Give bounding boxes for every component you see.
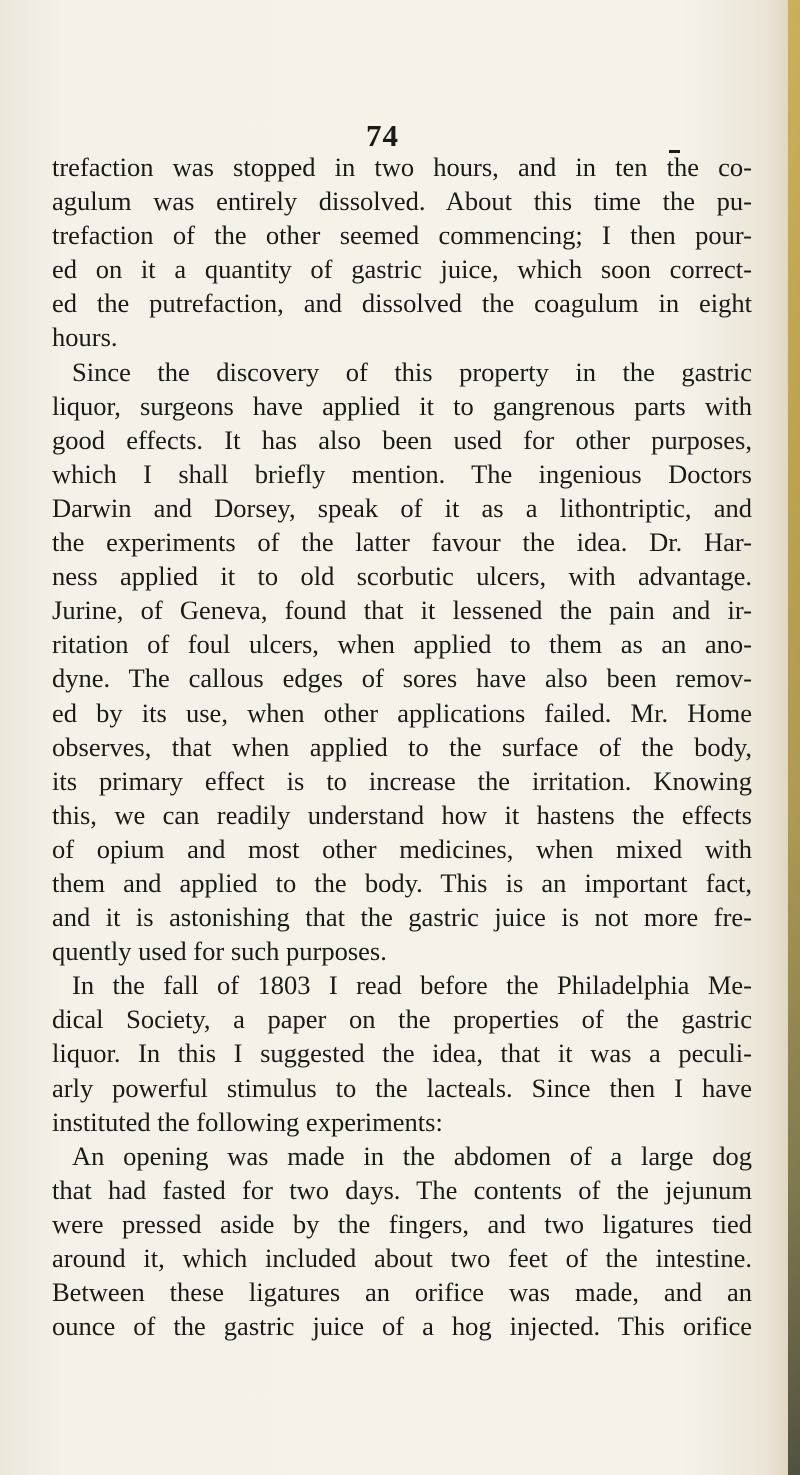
text-line: that had fasted for two days. The contents of the jejunum — [52, 1174, 752, 1205]
text-line: were pressed aside by the fingers, and two ligatures tied — [52, 1208, 752, 1239]
page-number: 74 — [366, 118, 399, 153]
page-edge-strip — [788, 0, 800, 1475]
text-line: Jurine, of Geneva, found that it lessened the pain and ir- — [52, 595, 752, 626]
text-line: ed the putrefaction, and dissolved the coagulum in eight — [52, 288, 752, 319]
text-line: dyne. The callous edges of sores have also been remov- — [52, 663, 752, 694]
text-line: Darwin and Dorsey, speak of it as a lithontriptic, and — [52, 492, 752, 523]
text-line: ness applied it to old scorbutic ulcers, with advantage. — [52, 561, 752, 592]
text-line: quently used for such purposes. — [52, 936, 387, 967]
body-text — [52, 150, 752, 1343]
text-line: Between these ligatures an orifice was made, and an — [52, 1277, 752, 1308]
text-line: around it, which included about two feet of the intestine. — [52, 1243, 752, 1273]
text-line: Since the discovery of this property in the gastric — [72, 356, 752, 387]
text-line: this, we can readily understand how it hastens the effects — [52, 799, 752, 830]
text-line: liquor. In this I suggested the idea, that it was a peculi- — [52, 1038, 752, 1069]
text-line: arly powerful stimulus to the lacteals. Since then I have — [52, 1072, 752, 1103]
text-line: In the fall of 1803 I read before the Philadelphia Me- — [72, 970, 752, 1001]
text-line: instituted the following experiments: — [52, 1106, 443, 1137]
text-line: An opening was made in the abdomen of a large dog — [72, 1140, 752, 1171]
text-line: and it is astonishing that the gastric juice is not more fre- — [52, 902, 752, 933]
text-line: which I shall briefly mention. The ingenious Doctors — [52, 458, 752, 489]
text-line: good effects. It has also been used for other purposes, — [52, 424, 752, 455]
text-line: trefaction of the other seemed commencing; I then pour- — [52, 220, 752, 251]
text-line: hours. — [52, 322, 118, 353]
text-line: of opium and most other medicines, when mixed with — [52, 833, 752, 864]
text-line: agulum was entirely dissolved. About this time the pu- — [52, 186, 752, 217]
text-line: ed on it a quantity of gastric juice, which soon correct- — [52, 254, 752, 285]
text-line: the experiments of the latter favour the idea. Dr. Har- — [52, 527, 752, 558]
text-line: them and applied to the body. This is an important fact, — [52, 867, 752, 898]
text-line: ounce of the gastric juice of a hog injected. This orifice — [52, 1311, 752, 1342]
text-line: dical Society, a paper on the properties of the gastric — [52, 1004, 752, 1035]
text-line: ritation of foul ulcers, when applied to them as an ano- — [52, 629, 752, 660]
text-line: its primary effect is to increase the irritation. Knowing — [52, 765, 752, 796]
text-line: trefaction was stopped in two hours, and in ten the co- — [52, 152, 752, 182]
text-line: ed by its use, when other applications failed. Mr. Home — [52, 697, 752, 728]
text-line: observes, that when applied to the surface of the body, — [52, 731, 752, 762]
text-line: liquor, surgeons have applied it to gangrenous parts with — [52, 390, 752, 421]
